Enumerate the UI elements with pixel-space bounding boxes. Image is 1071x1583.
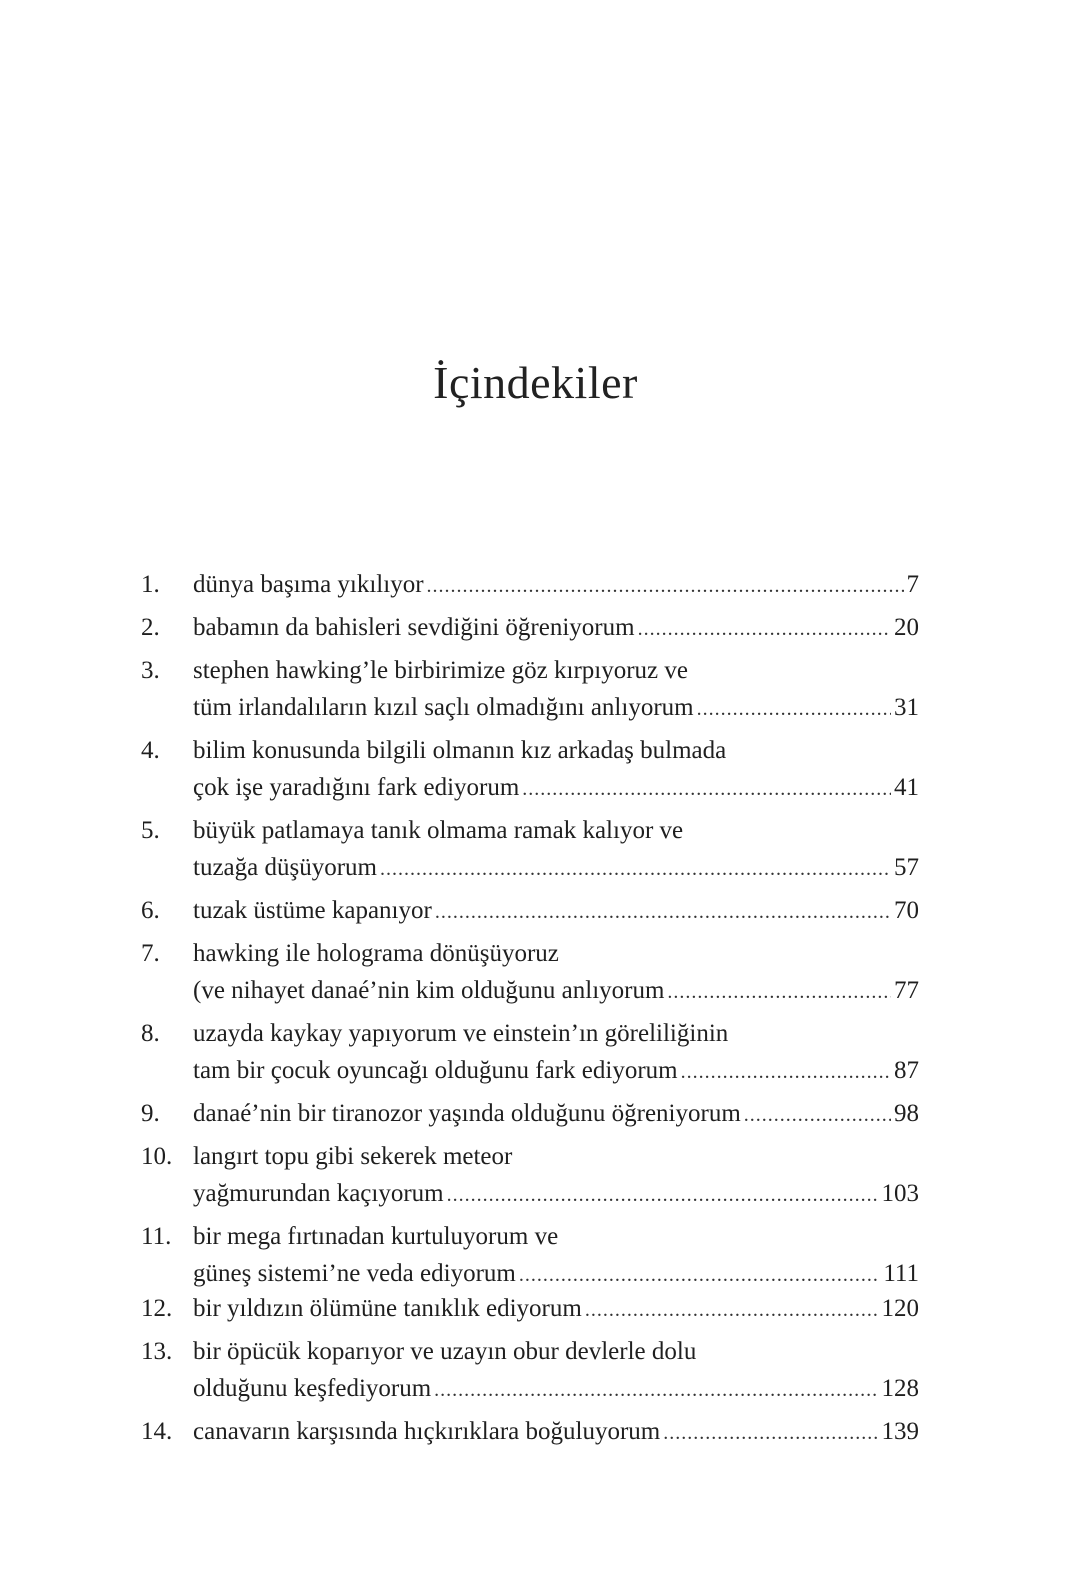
chapter-title-line: tam bir çocuk oyuncağı olduğunu fark ediyorum bbox=[193, 1057, 678, 1084]
chapter-title-line: bir mega fırtınadan kurtuluyorum ve bbox=[193, 1223, 559, 1250]
chapter-title-line: dünya başıma yıkılıyor bbox=[193, 571, 424, 598]
toc-entry bbox=[141, 1138, 919, 1214]
chapter-number: 1. bbox=[141, 571, 160, 598]
chapter-title-line: yağmurundan kaçıyorum bbox=[193, 1180, 444, 1207]
chapter-number: 7. bbox=[141, 940, 160, 967]
toc-entry bbox=[141, 1218, 919, 1294]
chapter-title-line: danaé’nin bir tiranozor yaşında olduğunu öğreniyorum bbox=[193, 1100, 741, 1127]
chapter-number: 12. bbox=[141, 1295, 173, 1322]
toc-entry bbox=[141, 1413, 919, 1452]
chapter-title-line: olduğunu keşfediyorum bbox=[193, 1375, 432, 1402]
dot-leader bbox=[434, 1372, 878, 1409]
chapter-number: 4. bbox=[141, 737, 160, 764]
chapter-title-line: bir öpücük koparıyor ve uzayın obur devlerle dolu bbox=[193, 1338, 697, 1365]
chapter-title bbox=[193, 609, 919, 648]
chapter-number: 11. bbox=[141, 1223, 172, 1250]
chapter-title-last-line bbox=[193, 892, 919, 931]
dot-leader bbox=[519, 1257, 881, 1294]
chapter-title-line: büyük patlamaya tanık olmama ramak kalıyor ve bbox=[193, 817, 684, 844]
dot-leader bbox=[744, 1097, 891, 1134]
toc-entry bbox=[141, 732, 919, 808]
chapter-title-last-line bbox=[193, 566, 919, 605]
toc-entry bbox=[141, 566, 919, 605]
chapter-title bbox=[193, 812, 919, 888]
chapter-title-line: (ve nihayet danaé’nin kim olduğunu anlıyorum bbox=[193, 977, 665, 1004]
chapter-title bbox=[193, 1333, 919, 1409]
chapter-title bbox=[193, 935, 919, 1011]
page-number: 103 bbox=[881, 1180, 919, 1207]
chapter-title-line: tuzak üstüme kapanıyor bbox=[193, 897, 432, 924]
page-number: 31 bbox=[894, 694, 919, 721]
chapter-title-line: çok işe yaradığını fark ediyorum bbox=[193, 774, 520, 801]
toc-entry bbox=[141, 1290, 919, 1329]
chapter-title-line: hawking ile holograma dönüşüyoruz bbox=[193, 940, 559, 967]
chapter-title-last-line bbox=[193, 1175, 919, 1214]
chapter-title-line: canavarın karşısında hıçkırıklara boğuluyorum bbox=[193, 1418, 661, 1445]
chapter-number: 8. bbox=[141, 1020, 160, 1047]
chapter-title-line: stephen hawking’le birbirimize göz kırpıyoruz ve bbox=[193, 657, 688, 684]
dot-leader bbox=[638, 611, 891, 648]
chapter-title-line: bilim konusunda bilgili olmanın kız arkadaş bulmada bbox=[193, 737, 727, 764]
chapter-title-last-line bbox=[193, 1052, 919, 1091]
toc-entry bbox=[141, 935, 919, 1011]
page-number: 139 bbox=[881, 1418, 919, 1445]
table-of-contents bbox=[141, 566, 919, 1456]
chapter-title bbox=[193, 1015, 919, 1091]
chapter-title-last-line bbox=[193, 769, 919, 808]
toc-entry bbox=[141, 652, 919, 728]
chapter-title bbox=[193, 1413, 919, 1452]
dot-leader bbox=[681, 1054, 891, 1091]
page-number: 57 bbox=[894, 854, 919, 881]
toc-entry bbox=[141, 892, 919, 931]
chapter-number: 14. bbox=[141, 1418, 173, 1445]
chapter-title-line: langırt topu gibi sekerek meteor bbox=[193, 1143, 513, 1170]
chapter-number: 2. bbox=[141, 614, 160, 641]
chapter-title-last-line bbox=[193, 1255, 919, 1294]
chapter-number: 9. bbox=[141, 1100, 160, 1127]
dot-leader bbox=[435, 894, 891, 931]
page-number: 98 bbox=[894, 1100, 919, 1127]
dot-leader bbox=[667, 974, 891, 1011]
chapter-title bbox=[193, 1138, 919, 1214]
chapter-title bbox=[193, 892, 919, 931]
page-number: 120 bbox=[881, 1295, 919, 1322]
chapter-title bbox=[193, 652, 919, 728]
dot-leader bbox=[380, 851, 891, 888]
page-number: 87 bbox=[894, 1057, 919, 1084]
chapter-title-line: güneş sistemi’ne veda ediyorum bbox=[193, 1260, 516, 1287]
page-title: İçindekiler bbox=[433, 357, 638, 408]
dot-leader bbox=[427, 568, 904, 605]
chapter-title bbox=[193, 732, 919, 808]
chapter-number: 10. bbox=[141, 1143, 173, 1170]
chapter-title bbox=[193, 566, 919, 605]
dot-leader bbox=[522, 771, 891, 808]
chapter-number: 13. bbox=[141, 1338, 173, 1365]
chapter-title-last-line bbox=[193, 689, 919, 728]
page-number: 7 bbox=[906, 571, 919, 598]
chapter-number: 6. bbox=[141, 897, 160, 924]
page-number: 41 bbox=[894, 774, 919, 801]
page-number: 70 bbox=[894, 897, 919, 924]
toc-entry bbox=[141, 1333, 919, 1409]
toc-entry bbox=[141, 609, 919, 648]
chapter-title-line: bir yıldızın ölümüne tanıklık ediyorum bbox=[193, 1295, 582, 1322]
dot-leader bbox=[697, 691, 891, 728]
chapter-title-last-line bbox=[193, 849, 919, 888]
chapter-title bbox=[193, 1095, 919, 1134]
toc-entry bbox=[141, 1095, 919, 1134]
chapter-title-last-line bbox=[193, 609, 919, 648]
chapter-title-line: tüm irlandalıların kızıl saçlı olmadığını anlıyorum bbox=[193, 694, 694, 721]
chapter-title-line: uzayda kaykay yapıyorum ve einstein’ın göreliliğinin bbox=[193, 1020, 729, 1047]
dot-leader bbox=[447, 1177, 879, 1214]
chapter-title-line: babamın da bahisleri sevdiğini öğreniyorum bbox=[193, 614, 635, 641]
chapter-number: 5. bbox=[141, 817, 160, 844]
page-number: 77 bbox=[894, 977, 919, 1004]
toc-entry bbox=[141, 812, 919, 888]
chapter-title-last-line bbox=[193, 1095, 919, 1134]
chapter-number: 3. bbox=[141, 657, 160, 684]
dot-leader bbox=[585, 1292, 879, 1329]
chapter-title-last-line bbox=[193, 972, 919, 1011]
chapter-title-last-line bbox=[193, 1290, 919, 1329]
chapter-title-line: tuzağa düşüyorum bbox=[193, 854, 377, 881]
chapter-title-last-line bbox=[193, 1413, 919, 1452]
dot-leader bbox=[663, 1415, 878, 1452]
toc-entry bbox=[141, 1015, 919, 1091]
page-number: 111 bbox=[883, 1260, 919, 1287]
page-number: 128 bbox=[881, 1375, 919, 1402]
chapter-title bbox=[193, 1218, 919, 1294]
page-number: 20 bbox=[894, 614, 919, 641]
chapter-title-last-line bbox=[193, 1370, 919, 1409]
chapter-title bbox=[193, 1290, 919, 1329]
